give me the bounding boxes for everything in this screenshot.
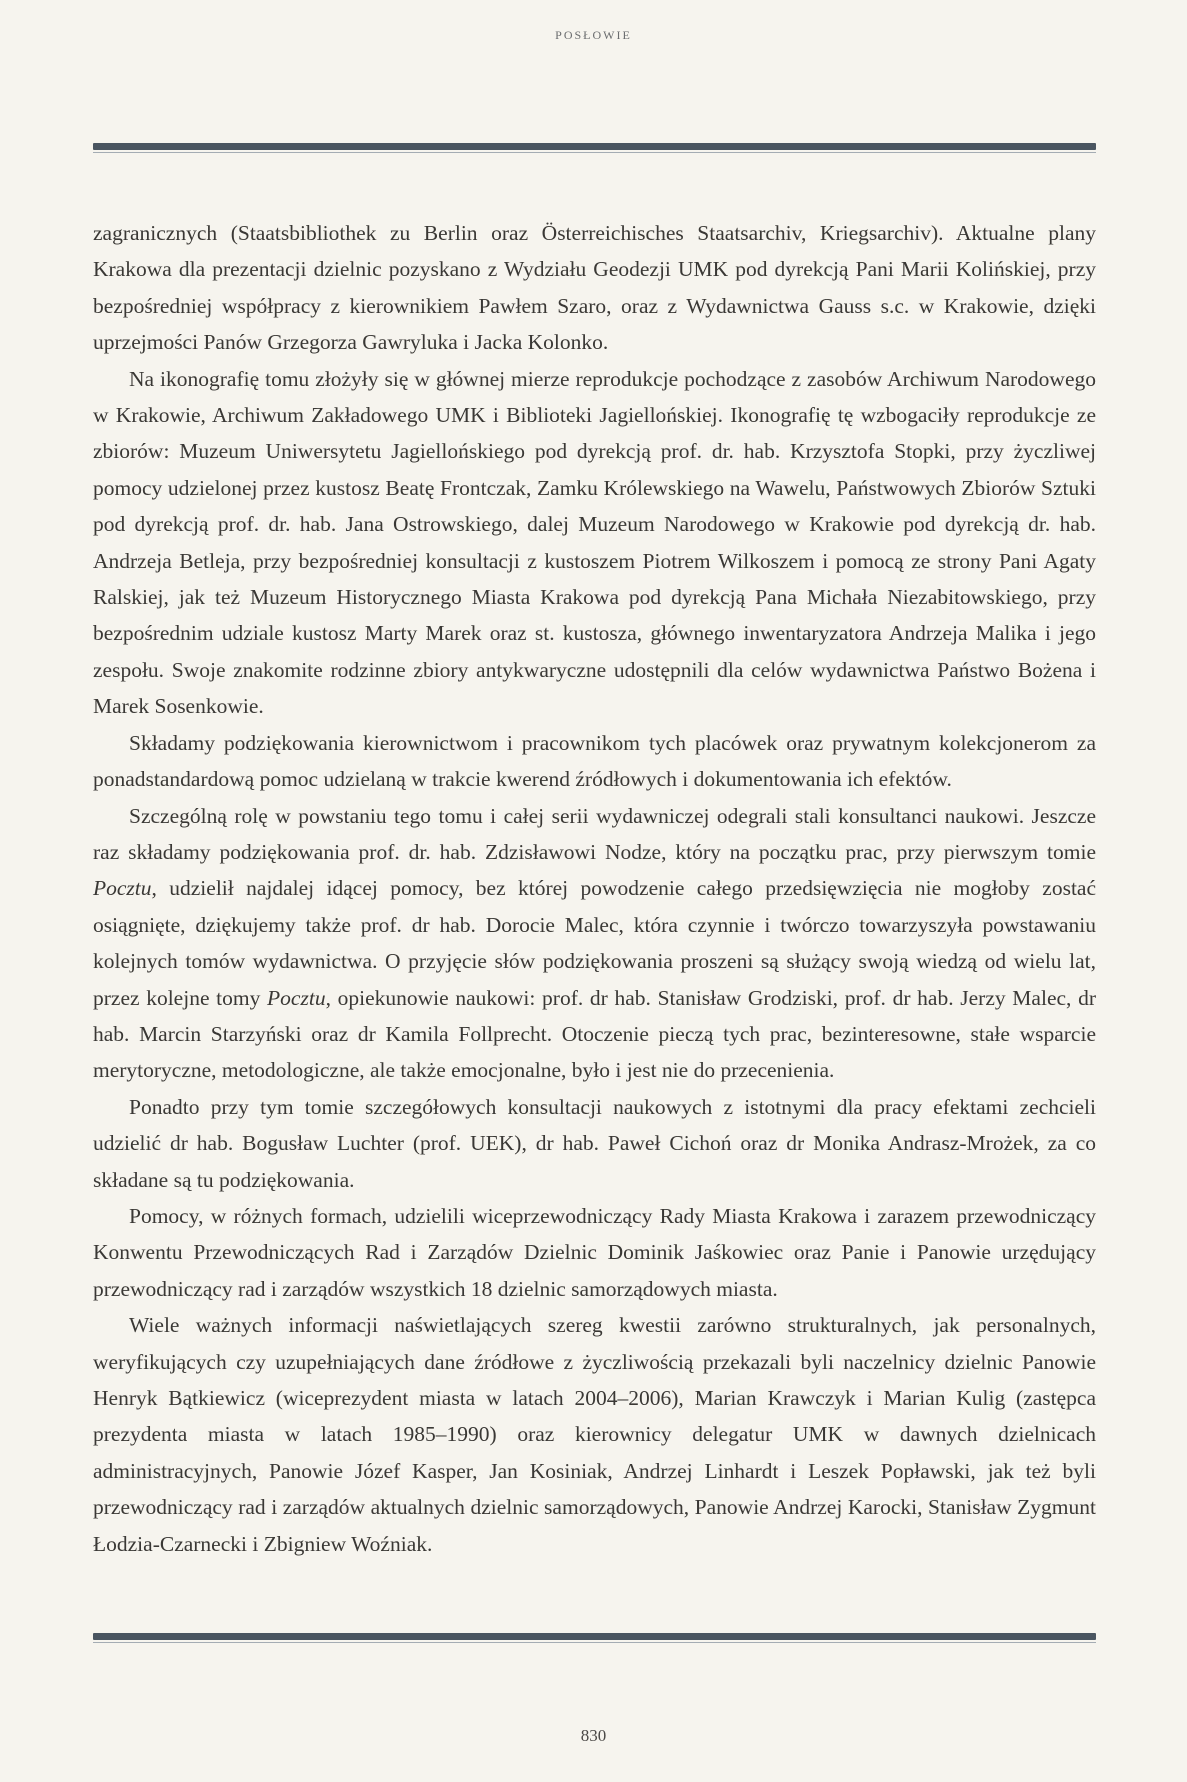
paragraph	[93, 1307, 1096, 1562]
text-run: zagranicznych (Staatsbibliothek zu Berlin oraz Österreichisches Staatsarchiv, Kriegsarchiv). Aktualne plany Krakowa dla prezentacji dzielnic pozyskano z Wydziału Geodezji UMK pod dyrekcją Pani Marii Kolińskiej, przy bezpośredniej współpracy z kierownikiem Pawłem Szaro, oraz z Wydawnictwa Gauss s.c. w Krakowie, dzięki uprzejmości Panów Grzegorza Gawryluka i Jacka Kolonko.	[93, 221, 1096, 355]
bottom-rule	[93, 1633, 1096, 1640]
page-number: 830	[580, 1726, 607, 1745]
text-run: Składamy podziękowania kierownictwom i pracownikom tych placówek oraz prywatnym kolekcjonerom za ponadstandardową pomoc udzielaną w trakcie kwerend źródłowych i dokumentowania ich efektów.	[93, 730, 1096, 792]
text-run: Pomocy, w różnych formach, udzielili wiceprzewodniczący Rady Miasta Krakowa i zarazem przewodniczący Konwentu Przewodniczących Rad i Zarządów Dzielnic Dominik Jaśkowiec oraz Panie i Panowie urzędujący przewodniczący rad i zarządów wszystkich 18 dzielnic samorządowych miasta.	[93, 1203, 1096, 1301]
text-run: Wiele ważnych informacji naświetlających szereg kwestii zarówno strukturalnych, jak personalnych, weryfikujących czy uzupełniających dane źródłowe z życzliwością przekazali byli naczelnicy dzielnic Panowie Henryk Bątkiewicz (wiceprezydent miasta w latach 2004–2006), Marian Krawczyk i Marian Kulig (zastępca prezydenta miasta w latach 1985–1990) oraz kierownicy delegatur UMK w dawnych dzielnicach administracyjnych, Panowie Józef Kasper, Jan Kosiniak, Andrzej Linhardt i Leszek Popławski, jak też byli przewodniczący rad i zarządów aktualnych dzielnic samorządowych, Panowie Andrzej Karocki, Stanisław Zygmunt Łodzia-Czarnecki i Zbigniew Woźniak.	[93, 1313, 1096, 1556]
paragraph	[93, 725, 1096, 798]
running-head: POSŁOWIE	[555, 28, 632, 42]
body-text	[93, 215, 1096, 1562]
paragraph	[93, 798, 1096, 1089]
paragraph	[93, 1198, 1096, 1307]
paragraph	[93, 215, 1096, 361]
text-run: Ponadto przy tym tomie szczegółowych konsultacji naukowych z istotnymi dla pracy efektami zechcieli udzielić dr hab. Bogusław Luchter (prof. UEK), dr hab. Paweł Cichoń oraz dr Monika Andrasz-Mrożek, za co składane są tu podziękowania.	[93, 1094, 1096, 1192]
text-run: , udzielił najdalej idącej pomocy, bez której powodzenie całego przedsięwzięcia nie mogłoby zostać osiągnięte, dziękujemy także prof. dr hab. Dorocie Malec, która czynnie i twórczo towarzyszyła powstawaniu kolejnych tomów wydawnictwa. O przyjęcie słów podziękowania proszeni są służący swoją wiedzą od wielu lat, przez kolejne tomy	[93, 876, 1096, 1010]
top-rule	[93, 143, 1096, 150]
book-title: Pocztu	[93, 876, 152, 901]
paragraph	[93, 1089, 1096, 1198]
paragraph	[93, 361, 1096, 725]
book-title: Pocztu	[267, 985, 326, 1010]
text-run: Szczególną rolę w powstaniu tego tomu i całej serii wydawniczej odegrali stali konsultanci naukowi. Jeszcze raz składamy podziękowania prof. dr. hab. Zdzisławowi Nodze, który na początku prac, przy pierwszym tomie	[93, 803, 1096, 864]
text-run: , opiekunowie naukowi: prof. dr hab. Stanisław Grodziski, prof. dr hab. Jerzy Malec, dr hab. Marcin Starzyński oraz dr Kamila Follprecht. Otoczenie pieczą tych prac, bezinteresowne, stałe wsparcie merytoryczne, metodologiczne, ale także emocjonalne, było i jest nie do przecenienia.	[93, 985, 1096, 1083]
text-run: Na ikonografię tomu złożyły się w głównej mierze reprodukcje pochodzące z zasobów Archiwum Narodowego w Krakowie, Archiwum Zakładowego UMK i Biblioteki Jagiellońskiej. Ikonografię tę wzbogaciły reprodukcje ze zbiorów: Muzeum Uniwersytetu Jagiellońskiego pod dyrekcją prof. dr. hab. Krzysztofa Stopki, przy życzliwej pomocy udzielonej przez kustosz Beatę Frontczak, Zamku Królewskiego na Wawelu, Państwowych Zbiorów Sztuki pod dyrekcją prof. dr. hab. Jana Ostrowskiego, dalej Muzeum Narodowego w Krakowie pod dyrekcją dr. hab. Andrzeja Betleja, przy bezpośredniej konsultacji z kustoszem Piotrem Wilkoszem i pomocą ze strony Pani Agaty Ralskiej, jak też Muzeum Historycznego Miasta Krakowa pod dyrekcją Pana Michała Niezabitowskiego, przy bezpośrednim udziale kustosz Marty Marek oraz st. kustosza, głównego inwentaryzatora Andrzeja Malika i jego zespołu. Swoje znakomite rodzinne zbiory antykwaryczne udostępnili dla celów wydawnictwa Państwo Bożena i Marek Sosenkowie.	[93, 366, 1096, 719]
